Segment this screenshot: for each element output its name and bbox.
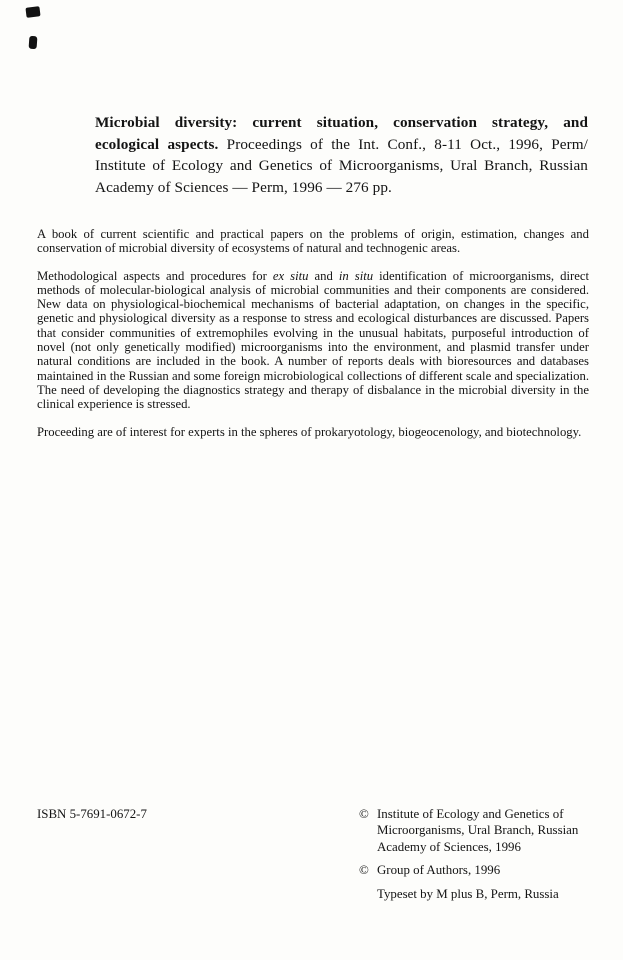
copyright-entry-institute: [359, 806, 587, 855]
copyright-symbol: ©: [359, 863, 369, 878]
abstract-paragraph-3: Proceeding are of interest for experts in the spheres of prokaryotology, biogeocenology, and biotechnology.: [37, 424, 582, 439]
copyright-holder-authors: Group of Authors, 1996: [377, 863, 501, 878]
typeset-credit: Typeset by M plus B, Perm, Russia: [377, 886, 559, 901]
scan-artifact: [25, 6, 40, 18]
abstract-text-segment: Methodological aspects and procedures for: [37, 268, 273, 283]
isbn: ISBN 5-7691-0672-7: [37, 807, 147, 821]
abstract-paragraph-1: A book of current scientific and practical papers on the problems of origin, estimation, changes and conservation of microbial diversity of ecosystems of natural and technogenic areas.: [37, 227, 589, 256]
copyright-symbol: ©: [359, 807, 369, 821]
latin-term-ex-situ: ex situ: [272, 268, 309, 283]
abstract-text-segment: identification of microorganisms, direct methods of molecular-biological analysis of microbial communities and their components are considered. New data on physiological-biochemical mechanisms of bacterial adaptation, on changes in the specific, genetic and physiological diversity as a response to stress and ecological disturbances are discussed. Papers that consider communities of extremophiles evolving in the unusual habitats, purposeful introduction of novel (not only genetically modified) microorganisms into the environment, and plasmid transfer under natural conditions are included in the book. A number of reports deals with bioresources and databases maintained in the Russian and some foreign microbiological collections of different scale and specialization. The need of developing the diagnostics strategy and therapy of disbalance in the microbial diversity in the clinical experience is stressed.: [37, 268, 589, 412]
bibliographic-details: Proceedings of the Int. Conf., 8-11 Oct., 1996, Perm/ Institute of Ecology and Genetics of Microorganisms, Ural Branch, Russian Academy of Sciences — Perm, 1996 — 276 pp.: [95, 135, 588, 196]
book-title: Microbial diversity: current situation, conservation strategy, and ecological aspects.: [95, 114, 588, 153]
copyright-holder-institute: Institute of Ecology and Genetics of Microorganisms, Ural Branch, Russian Academy of Sciences, 1996: [377, 807, 579, 854]
latin-term-in-situ: in situ: [338, 268, 374, 283]
abstract-paragraph-2: [37, 269, 589, 412]
indent-spacer: [359, 886, 377, 902]
scan-artifact: [29, 36, 38, 50]
abstract-text-segment: and: [308, 268, 339, 283]
annotation-text: [37, 227, 589, 452]
copyright-block: [359, 806, 587, 909]
bibliographic-reference: [95, 112, 588, 198]
copyright-entry-authors: [359, 862, 587, 878]
typeset-credit-row: [359, 886, 587, 902]
